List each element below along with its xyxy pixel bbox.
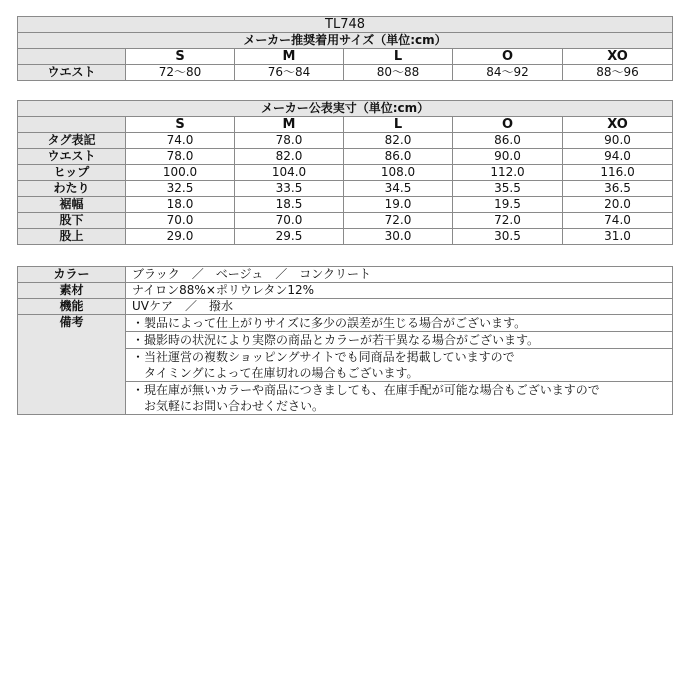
value-cell: 90.0	[563, 133, 673, 149]
value-cell: 82.0	[235, 149, 344, 165]
value-cell: 33.5	[235, 181, 344, 197]
color-label: カラー	[18, 267, 126, 283]
value-cell: 35.5	[453, 181, 563, 197]
size-header: O	[453, 117, 563, 133]
size-header: XO	[563, 117, 673, 133]
value-cell: 29.0	[126, 229, 235, 245]
value-cell: 76～84	[235, 65, 344, 81]
value-cell: 36.5	[563, 181, 673, 197]
row-label-waist: ウエスト	[18, 65, 126, 81]
value-cell: 94.0	[563, 149, 673, 165]
value-cell: 112.0	[453, 165, 563, 181]
value-cell: 86.0	[453, 133, 563, 149]
note-item	[126, 349, 673, 382]
table-row	[18, 213, 673, 229]
table-row	[18, 197, 673, 213]
row-label: 股下	[18, 213, 126, 229]
table-row	[18, 149, 673, 165]
value-cell: 82.0	[344, 133, 453, 149]
value-cell: 72.0	[344, 213, 453, 229]
value-cell: 19.5	[453, 197, 563, 213]
note-line: ・製品によって仕上がりサイズに多少の誤差が生じる場合がございます。	[132, 316, 527, 330]
value-cell: 78.0	[126, 149, 235, 165]
note-line: タイミングによって在庫切れの場合もございます。	[132, 366, 419, 380]
notes-label: 備考	[18, 315, 126, 415]
corner-cell	[18, 117, 126, 133]
value-cell: 20.0	[563, 197, 673, 213]
size-header: M	[235, 117, 344, 133]
value-cell: 29.5	[235, 229, 344, 245]
size-header: L	[344, 49, 453, 65]
value-cell: 70.0	[126, 213, 235, 229]
value-cell: 31.0	[563, 229, 673, 245]
table-row	[18, 133, 673, 149]
note-line: ・現在庫が無いカラーや商品につきましても、在庫手配が可能な場合もございますので	[132, 383, 600, 397]
value-cell: 116.0	[563, 165, 673, 181]
function-value: UVケア ／ 撥水	[126, 299, 673, 315]
row-label: わたり	[18, 181, 126, 197]
note-line: ・撮影時の状況により実際の商品とカラーが若干異なる場合がございます。	[132, 333, 540, 347]
value-cell: 84～92	[453, 65, 563, 81]
size-header: M	[235, 49, 344, 65]
measurements-title: メーカー公表実寸（単位:cm）	[18, 101, 673, 117]
value-cell: 32.5	[126, 181, 235, 197]
row-label: 股上	[18, 229, 126, 245]
value-cell: 34.5	[344, 181, 453, 197]
size-header: S	[126, 49, 235, 65]
value-cell: 90.0	[453, 149, 563, 165]
table-row	[18, 181, 673, 197]
note-item	[126, 382, 673, 415]
recommended-size-table	[17, 16, 673, 81]
row-label: ヒップ	[18, 165, 126, 181]
corner-cell	[18, 49, 126, 65]
size-header: S	[126, 117, 235, 133]
value-cell: 100.0	[126, 165, 235, 181]
note-item	[126, 315, 673, 332]
value-cell: 104.0	[235, 165, 344, 181]
row-label: ウエスト	[18, 149, 126, 165]
note-line: ・当社運営の複数ショッピングサイトでも同商品を掲載していますので	[132, 350, 515, 364]
material-label: 素材	[18, 283, 126, 299]
recommended-size-title: メーカー推奨着用サイズ（単位:cm）	[18, 33, 673, 49]
size-header: L	[344, 117, 453, 133]
row-label: 裾幅	[18, 197, 126, 213]
value-cell: 80～88	[344, 65, 453, 81]
value-cell: 19.0	[344, 197, 453, 213]
value-cell: 72.0	[453, 213, 563, 229]
color-value: ブラック ／ ベージュ ／ コンクリート	[126, 267, 673, 283]
value-cell: 30.0	[344, 229, 453, 245]
value-cell: 70.0	[235, 213, 344, 229]
measurements-table	[17, 100, 673, 245]
size-header: O	[453, 49, 563, 65]
value-cell: 72～80	[126, 65, 235, 81]
value-cell: 74.0	[126, 133, 235, 149]
model-number: TL748	[18, 17, 673, 33]
value-cell: 74.0	[563, 213, 673, 229]
function-label: 機能	[18, 299, 126, 315]
table-row	[18, 165, 673, 181]
value-cell: 108.0	[344, 165, 453, 181]
value-cell: 18.0	[126, 197, 235, 213]
note-item	[126, 332, 673, 349]
value-cell: 78.0	[235, 133, 344, 149]
material-value: ナイロン88%×ポリウレタン12%	[126, 283, 673, 299]
size-header: XO	[563, 49, 673, 65]
value-cell: 30.5	[453, 229, 563, 245]
table-row	[18, 229, 673, 245]
value-cell: 88～96	[563, 65, 673, 81]
value-cell: 18.5	[235, 197, 344, 213]
note-line: お気軽にお問い合わせください。	[132, 399, 325, 413]
row-label: タグ表記	[18, 133, 126, 149]
product-info-table	[17, 266, 673, 415]
value-cell: 86.0	[344, 149, 453, 165]
